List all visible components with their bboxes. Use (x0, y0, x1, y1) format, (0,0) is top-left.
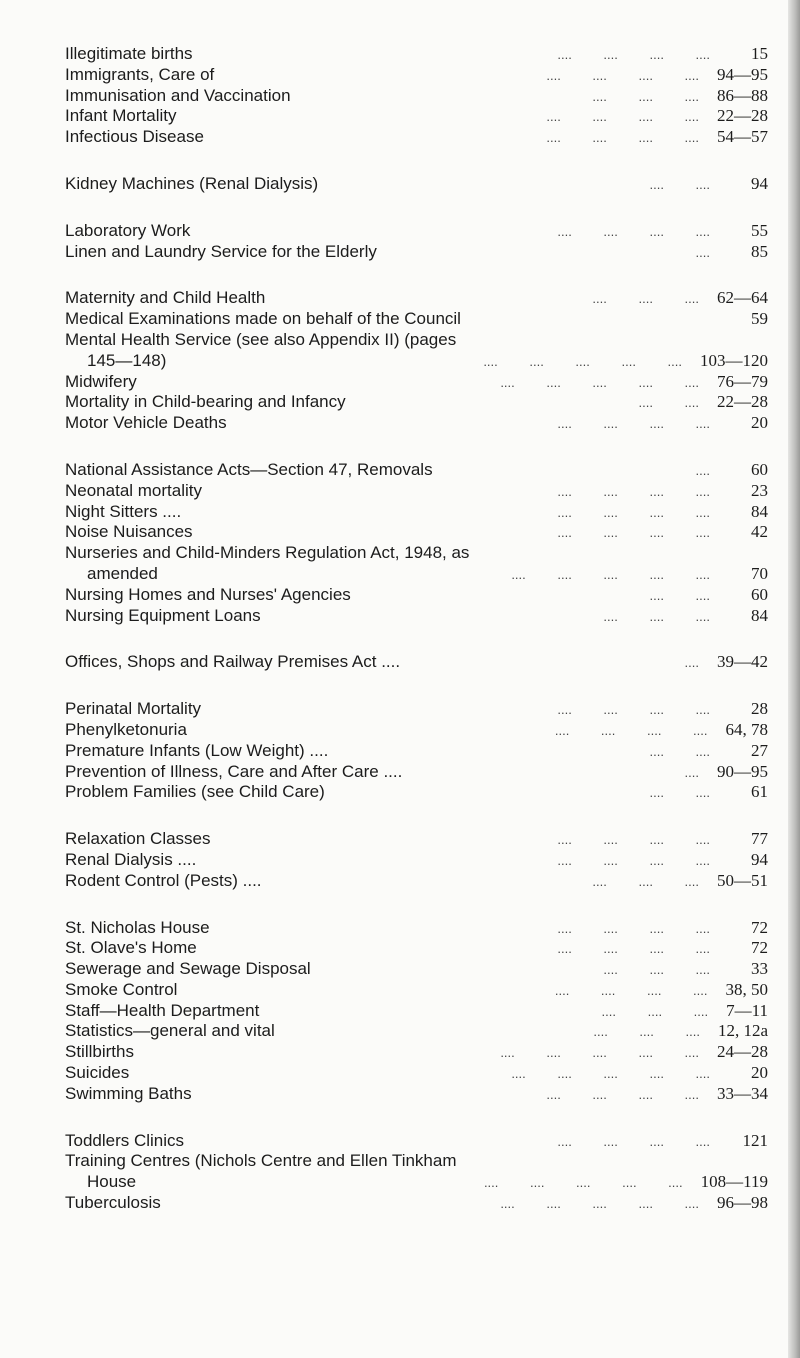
entry-label: Linen and Laundry Service for the Elderly (65, 241, 377, 261)
page-reference: 76—79 (717, 371, 768, 391)
index-entry (65, 65, 768, 86)
page-reference: 94 (751, 849, 768, 869)
index-entry (65, 309, 768, 330)
index-group (65, 44, 768, 148)
page-reference: 55 (751, 220, 768, 240)
index-entry (65, 413, 768, 434)
page-reference: 59 (751, 309, 768, 329)
dot-leader: .... .... .... .... (554, 722, 708, 738)
index-entry (65, 782, 768, 803)
entry-label: Noise Nuisances (65, 522, 193, 542)
page-reference: 90—95 (717, 761, 768, 781)
index-group (65, 221, 768, 263)
dot-leader: .... .... (649, 176, 710, 192)
dot-leader: .... (684, 764, 699, 780)
entry-label: Perinatal Mortality (65, 699, 202, 719)
entry-label: Infectious Disease (65, 127, 204, 147)
entry-label: Night Sitters .... (65, 501, 182, 521)
entry-label: Smoke Control (65, 979, 178, 999)
page-reference: 77 (751, 829, 768, 849)
index-entry (65, 564, 768, 585)
page-reference: 62—64 (717, 288, 768, 308)
page-reference: 64, 78 (725, 719, 768, 739)
dot-leader: .... .... (649, 743, 710, 759)
index-entry (65, 481, 768, 502)
index-entry (65, 1151, 768, 1172)
index-group (65, 1131, 768, 1214)
dot-leader: .... (695, 244, 710, 260)
index-entry (65, 543, 768, 564)
dot-leader: .... .... .... .... (557, 941, 710, 957)
dot-leader: .... .... .... .... (546, 1086, 699, 1102)
page-reference: 27 (751, 740, 768, 760)
index-entry (65, 762, 768, 783)
page-reference: 39—42 (717, 652, 768, 672)
page-reference: 103—120 (700, 350, 768, 370)
index-group (65, 174, 768, 195)
page-reference: 42 (751, 522, 768, 542)
entry-label: Kidney Machines (Renal Dialysis) (65, 173, 319, 193)
entry-label: Staff—Health Department (65, 1000, 260, 1020)
dot-leader: .... .... .... .... (557, 47, 710, 62)
page-reference: 24—28 (717, 1042, 768, 1062)
page-reference: 72 (751, 917, 768, 937)
dot-leader: .... .... .... .... (546, 130, 699, 146)
dot-leader: .... .... .... .... (557, 920, 710, 936)
index-group (65, 460, 768, 626)
entry-label: Toddlers Clinics (65, 1130, 185, 1150)
entry-label: Neonatal mortality (65, 480, 203, 500)
entry-label: Nursing Equipment Loans (65, 605, 261, 625)
page-reference: 7—11 (726, 1000, 768, 1020)
entry-label: Statistics—general and vital (65, 1021, 275, 1041)
dot-leader: .... (695, 462, 710, 478)
index-entry (65, 372, 768, 393)
entry-label: Laboratory Work (65, 220, 191, 240)
entry-label: Mortality in Child-bearing and Infancy (65, 392, 346, 412)
index-entry (65, 460, 768, 481)
index-entry (65, 606, 768, 627)
dot-leader: .... .... .... .... (546, 109, 699, 125)
dot-leader: .... .... .... .... (557, 504, 710, 520)
page-reference: 23 (751, 480, 768, 500)
page-reference: 61 (751, 782, 768, 802)
entry-label: Maternity and Child Health (65, 288, 266, 308)
entry-label: Midwifery (65, 371, 137, 391)
dot-leader: .... .... .... (601, 1003, 709, 1019)
index-entry (65, 720, 768, 741)
entry-label: Training Centres (Nichols Centre and Ellen Tinkham (65, 1151, 457, 1171)
index-entry (65, 106, 768, 127)
entry-label: St. Olave's Home (65, 938, 197, 958)
index-entry (65, 242, 768, 263)
dot-leader: .... .... .... (593, 1024, 700, 1040)
page-reference: 84 (751, 605, 768, 625)
index-entry (65, 392, 768, 413)
index-entry (65, 221, 768, 242)
page-reference: 94—95 (717, 64, 768, 84)
entry-label: Premature Infants (Low Weight) .... (65, 740, 329, 760)
index-entry (65, 522, 768, 543)
page-reference: 15 (751, 44, 768, 63)
page-reference: 12, 12a (717, 1021, 768, 1041)
page-reference: 38, 50 (725, 979, 768, 999)
entry-label: Immunisation and Vaccination (65, 85, 291, 105)
page-reference: 121 (742, 1130, 768, 1150)
index-entry (65, 44, 768, 65)
dot-leader: .... .... .... .... (554, 982, 708, 998)
dot-leader: .... .... .... (603, 962, 710, 978)
dot-leader: .... .... .... .... (557, 483, 710, 499)
index-entry (65, 1131, 768, 1152)
index-entry (65, 829, 768, 850)
dot-leader: .... .... .... (592, 873, 699, 889)
index-entry (65, 351, 768, 372)
entry-label: National Assistance Acts—Section 47, Removals (65, 459, 433, 479)
page-reference: 20 (751, 1063, 768, 1083)
index-entry (65, 959, 768, 980)
dot-leader: .... .... .... .... .... (511, 1066, 710, 1082)
dot-leader: .... .... .... .... .... (500, 1196, 699, 1212)
index-group (65, 288, 768, 434)
entry-label: 145—148) (87, 350, 167, 370)
index-entry (65, 1001, 768, 1022)
page-reference: 70 (751, 563, 768, 583)
entry-label: St. Nicholas House (65, 917, 210, 937)
index-entry (65, 938, 768, 959)
dot-leader: .... .... .... .... .... (511, 566, 710, 582)
page-reference: 85 (751, 241, 768, 261)
entry-label: Swimming Baths (65, 1083, 192, 1103)
entry-label: Rodent Control (Pests) .... (65, 870, 262, 890)
index-entry (65, 127, 768, 148)
dot-leader: .... (684, 655, 699, 671)
dot-leader: .... .... .... .... (546, 67, 699, 83)
dot-leader: .... .... (638, 395, 699, 411)
dot-leader: .... .... .... .... (557, 525, 710, 541)
entry-label: Motor Vehicle Deaths (65, 413, 227, 433)
dot-leader: .... .... .... .... .... (500, 374, 699, 390)
dot-leader: .... .... .... .... (557, 852, 710, 868)
entry-label: Immigrants, Care of (65, 64, 215, 84)
index-entry (65, 174, 768, 195)
index-group (65, 652, 768, 673)
index-entry (65, 1021, 768, 1042)
entry-label: Medical Examinations made on behalf of the Council (65, 309, 461, 329)
dot-leader: .... .... .... (603, 608, 710, 624)
index-entry (65, 330, 768, 351)
index-entry (65, 1193, 768, 1214)
entry-label: Phenylketonuria (65, 719, 187, 739)
page-reference: 28 (751, 699, 768, 719)
page-reference: 20 (751, 413, 768, 433)
entry-label: Offices, Shops and Railway Premises Act .... (65, 652, 401, 672)
entry-label: Relaxation Classes (65, 829, 211, 849)
index-group (65, 829, 768, 891)
page-reference: 108—119 (700, 1172, 768, 1192)
entry-label: Prevention of Illness, Care and After Care .... (65, 761, 403, 781)
page-reference: 33—34 (717, 1083, 768, 1103)
index-entry (65, 741, 768, 762)
index-entry (65, 1172, 768, 1193)
page-reference: 86—88 (717, 85, 768, 105)
index-entry (65, 699, 768, 720)
index-group (65, 918, 768, 1105)
page-reference: 96—98 (717, 1193, 768, 1213)
index-entry (65, 86, 768, 107)
index-entry (65, 1042, 768, 1063)
page-reference: 94 (751, 173, 768, 193)
dot-leader: .... .... .... .... .... (483, 1175, 683, 1191)
index-entry (65, 980, 768, 1001)
page-reference: 54—57 (717, 127, 768, 147)
page-reference: 22—28 (717, 106, 768, 126)
entry-label: House (87, 1172, 137, 1192)
index-entry (65, 850, 768, 871)
index-entry (65, 1063, 768, 1084)
entry-label: amended (87, 563, 158, 583)
entry-label: Sewerage and Sewage Disposal (65, 959, 311, 979)
dot-leader: .... .... .... .... (557, 416, 710, 432)
dot-leader: .... .... .... .... (557, 1133, 710, 1149)
entry-label: Renal Dialysis .... (65, 849, 197, 869)
index-entry (65, 918, 768, 939)
entry-label: Problem Families (see Child Care) (65, 782, 325, 802)
page-reference: 72 (751, 938, 768, 958)
index-entry (65, 585, 768, 606)
entry-label: Illegitimate births (65, 44, 193, 63)
entry-label: Stillbirths (65, 1042, 134, 1062)
page-reference: 60 (751, 584, 768, 604)
subject-index (65, 44, 768, 1240)
entry-label: Suicides (65, 1063, 130, 1083)
entry-label: Mental Health Service (see also Appendix II) (pages (65, 329, 457, 349)
index-group (65, 699, 768, 803)
page-edge-shadow (788, 0, 800, 1358)
entry-label: Tuberculosis (65, 1193, 161, 1213)
dot-leader: .... .... .... .... (557, 702, 710, 718)
index-entry (65, 871, 768, 892)
index-entry (65, 1084, 768, 1105)
dot-leader: .... .... (649, 785, 710, 801)
dot-leader: .... .... .... .... .... (500, 1045, 699, 1061)
page-reference: 50—51 (717, 870, 768, 890)
page-reference: 84 (751, 501, 768, 521)
page-reference: 33 (751, 959, 768, 979)
entry-label: Nursing Homes and Nurses' Agencies (65, 584, 351, 604)
dot-leader: .... .... .... .... .... (483, 353, 682, 369)
dot-leader: .... .... .... (592, 88, 699, 104)
index-entry (65, 502, 768, 523)
index-entry (65, 652, 768, 673)
dot-leader: .... .... .... (592, 291, 699, 307)
dot-leader: .... .... .... .... (557, 832, 710, 848)
page-reference: 22—28 (717, 392, 768, 412)
index-entry (65, 288, 768, 309)
page-reference: 60 (751, 459, 768, 479)
dot-leader: .... .... .... .... (557, 223, 710, 239)
dot-leader: .... .... (649, 587, 710, 603)
entry-label: Infant Mortality (65, 106, 177, 126)
entry-label: Nurseries and Child-Minders Regulation Act, 1948, as (65, 543, 470, 563)
